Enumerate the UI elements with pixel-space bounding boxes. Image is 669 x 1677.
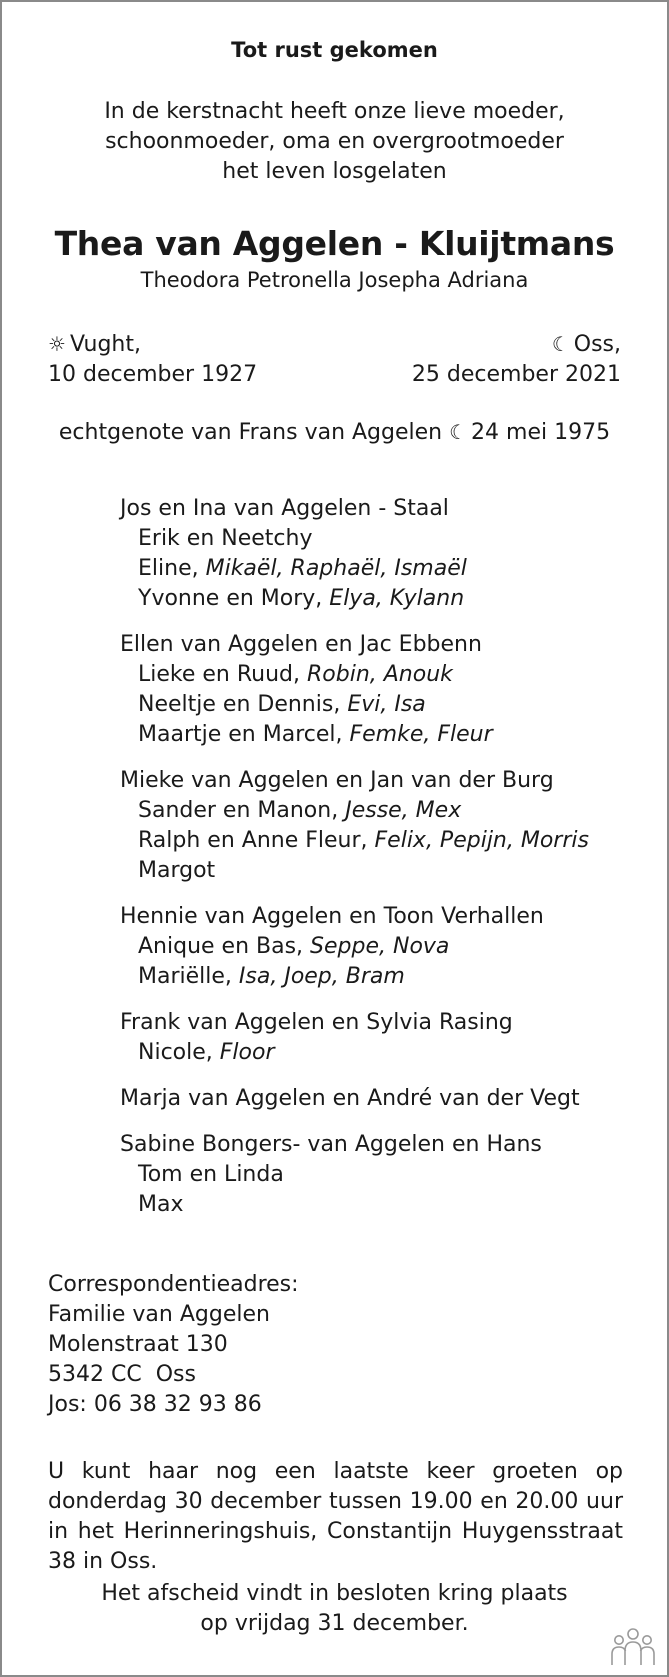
- family-member-line: [120, 932, 589, 962]
- correspondence-line: Familie van Aggelen: [48, 1302, 270, 1327]
- correspondence-line: Molenstraat 130: [48, 1332, 228, 1357]
- family-member: Yvonne en Mory,: [138, 586, 330, 611]
- family-member-line: [120, 524, 589, 554]
- spouse-line: [2, 420, 667, 445]
- intro-line: het leven losgelaten: [222, 159, 447, 184]
- grandchildren: Jesse, Mex: [345, 798, 462, 823]
- family-member: Ralph en Anne Fleur,: [138, 828, 375, 853]
- family-member: Eline,: [138, 556, 206, 581]
- family-member: Sander en Manon,: [138, 798, 346, 823]
- death-place: Oss,: [573, 332, 621, 357]
- moon-icon: ☾: [449, 420, 468, 444]
- correspondence-phone: Jos: 06 38 32 93 86: [48, 1392, 262, 1417]
- grandchildren: Robin, Anouk: [307, 662, 453, 687]
- death-block: [412, 329, 621, 390]
- family-member-line: [120, 660, 589, 690]
- spouse-text: echtgenote van Frans van Aggelen: [58, 420, 443, 445]
- family-group: [120, 494, 589, 614]
- grandchildren: Felix, Pepijn, Morris: [374, 828, 589, 853]
- deceased-name: Thea van Aggelen - Kluijtmans: [54, 224, 615, 263]
- grandchildren: Seppe, Nova: [310, 934, 450, 959]
- visitation-text: U kunt haar nog een laatste keer groeten op donderdag 30 december tussen 19.00 en 20.00 uur in het Herinneringshuis, Constantijn Huygensstraat 38 in Oss.: [48, 1459, 623, 1574]
- grandchildren: Evi, Isa: [347, 692, 426, 717]
- family-member: Tom en Linda: [138, 1162, 284, 1187]
- birth-date: 10 december 1927: [48, 362, 258, 387]
- people-group-icon: [609, 1627, 657, 1667]
- birth-block: [48, 329, 257, 390]
- family-member-line: [120, 584, 589, 614]
- family-head: Marja van Aggelen en André van der Vegt: [120, 1086, 580, 1111]
- moon-icon: ☾: [551, 332, 570, 356]
- correspondence-line: 5342 CC Oss: [48, 1362, 196, 1387]
- correspondence-block: [48, 1270, 299, 1420]
- birth-place: Vught,: [69, 332, 141, 357]
- family-member: Lieke en Ruud,: [138, 662, 307, 687]
- sun-icon: ☼: [48, 332, 66, 356]
- farewell-block: [2, 1579, 667, 1639]
- family-member: Margot: [138, 858, 216, 883]
- grandchildren: Floor: [219, 1040, 275, 1065]
- family-member: Nicole,: [138, 1040, 220, 1065]
- family-member-line: [120, 1160, 589, 1190]
- family-member-line: [120, 1190, 589, 1220]
- family-group: [120, 766, 589, 886]
- family-member: Erik en Neetchy: [138, 526, 313, 551]
- family-member-line: [120, 826, 589, 856]
- grandchildren: Mikaël, Raphaël, Ismaël: [205, 556, 467, 581]
- spouse-date: 24 mei 1975: [471, 420, 611, 445]
- farewell-line: Het afscheid vindt in besloten kring plaats: [101, 1581, 568, 1606]
- family-group: [120, 1130, 589, 1220]
- grandchildren: Elya, Kylann: [329, 586, 465, 611]
- intro: [2, 97, 667, 187]
- family-group: [120, 1084, 589, 1114]
- family-member-line: [120, 720, 589, 750]
- family-member-line: [120, 856, 589, 886]
- family-member-line: [120, 690, 589, 720]
- family-group: [120, 902, 589, 992]
- family-member: Mariëlle,: [138, 964, 239, 989]
- family-member-line: [120, 962, 589, 992]
- family-member-line: [120, 1038, 589, 1068]
- death-place-line: [412, 329, 621, 360]
- farewell-line: op vrijdag 31 december.: [200, 1611, 469, 1636]
- grandchildren: Isa, Joep, Bram: [238, 964, 405, 989]
- family-member: Max: [138, 1192, 184, 1217]
- family-member: Neeltje en Dennis,: [138, 692, 348, 717]
- intro-line: schoonmoeder, oma en overgrootmoeder: [105, 129, 564, 154]
- correspondence-label: Correspondentieadres:: [48, 1272, 299, 1297]
- family-head: Frank van Aggelen en Sylvia Rasing: [120, 1010, 513, 1035]
- family-list: [120, 494, 589, 1220]
- family-member-line: [120, 554, 589, 584]
- family-group: [120, 1008, 589, 1068]
- deceased-full-name: Theodora Petronella Josepha Adriana: [140, 268, 529, 292]
- family-head: Mieke van Aggelen en Jan van der Burg: [120, 768, 554, 793]
- death-date: 25 december 2021: [411, 362, 621, 387]
- heading: Tot rust gekomen: [231, 38, 438, 62]
- grandchildren: Femke, Fleur: [349, 722, 493, 747]
- family-head: Jos en Ina van Aggelen - Staal: [120, 496, 449, 521]
- intro-line: In de kerstnacht heeft onze lieve moeder,: [104, 99, 565, 124]
- family-member-line: [120, 796, 589, 826]
- family-head: Sabine Bongers- van Aggelen en Hans: [120, 1132, 542, 1157]
- family-member: Maartje en Marcel,: [138, 722, 350, 747]
- family-head: Hennie van Aggelen en Toon Verhallen: [120, 904, 544, 929]
- family-head: Ellen van Aggelen en Jac Ebbenn: [120, 632, 482, 657]
- birth-place-line: [48, 329, 257, 360]
- family-member: Anique en Bas,: [138, 934, 311, 959]
- family-group: [120, 630, 589, 750]
